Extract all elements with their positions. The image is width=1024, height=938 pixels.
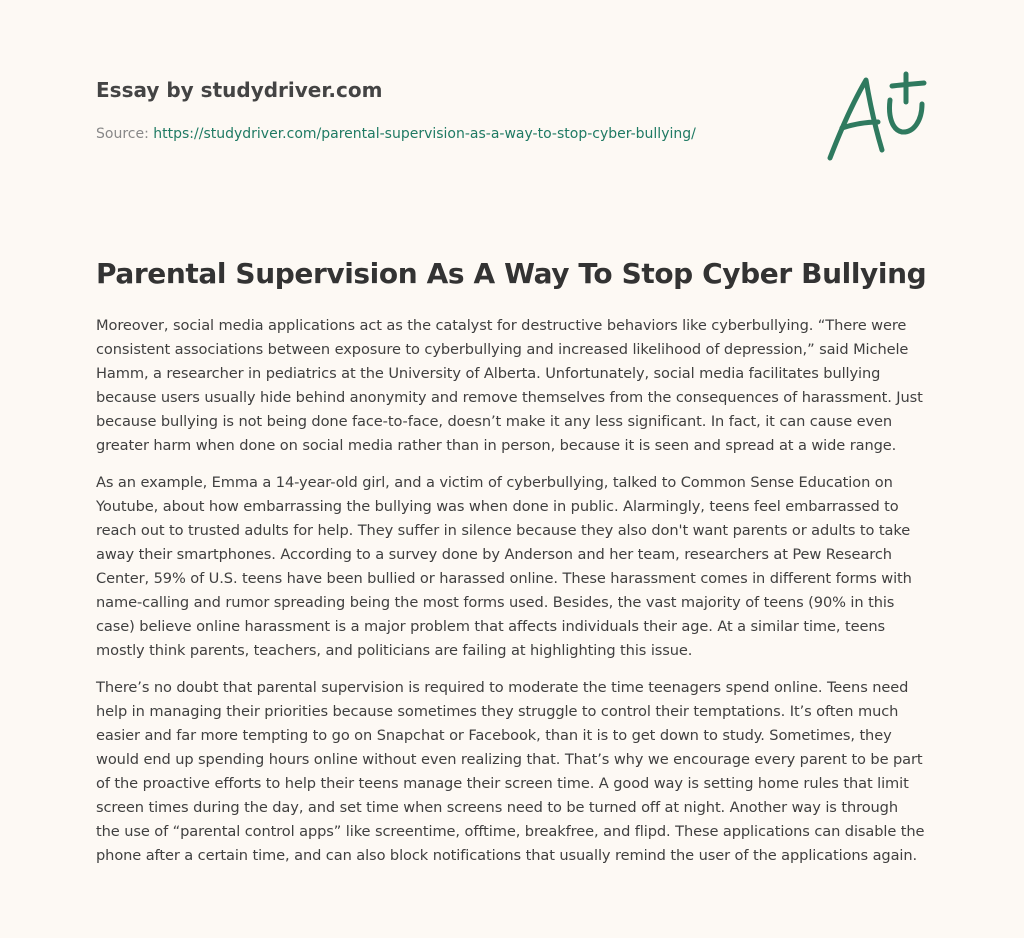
source-label: Source: [96, 126, 149, 142]
essay-paragraph: As an example, Emma a 14-year-old girl, and a victim of cyberbullying, talked to Common Sense Education on Youtube, about how embarrassing the bullying was when done in public. Alarmingly, teens feel embarrassed to reach out to trusted adults for help. They suffer in silence because they also don't want parents or adults to take away their smartphones. According to a survey done by Anderson and her team, researchers at Pew Research Center, 59% of U.S. teens have been bullied or harassed online. These harassment comes in different forms with name-calling and rumor spreading being the most forms used. Besides, the vast majority of teens (90% in this case) believe online harassment is a major problem that affects individuals their age. At a similar time, teens mostly think parents, teachers, and politicians are failing at highlighting this issue. [96, 474, 912, 659]
essay-header [96, 76, 796, 144]
a-plus-logo-icon [822, 66, 932, 166]
essay-title: Parental Supervision As A Way To Stop Cyber Bullying [96, 257, 927, 290]
essay-paragraph: There’s no doubt that parental supervision is required to moderate the time teenagers spend online. Teens need help in managing their priorities because sometimes they struggle to control their temptations. It’s often much easier and far more tempting to go on Snapchat or Facebook, than it is to get down to study. Sometimes, they would end up spending hours online without even realizing that. That’s why we encourage every parent to be part of the proactive efforts to help their teens manage their screen time. A good way is setting home rules that limit screen times during the day, and set time when screens need to be turned off at night. Another way is through the use of “parental control apps” like screentime, offtime, breakfree, and flipd. These applications can disable the phone after a certain time, and can also block notifications that usually remind the user of the applications again. [96, 679, 925, 864]
source-link[interactable]: https://studydriver.com/parental-supervision-as-a-way-to-stop-cyber-bullying/ [153, 126, 696, 142]
a-plus-logo-svg [822, 66, 932, 166]
essay-paragraph: Moreover, social media applications act as the catalyst for destructive behaviors like cyberbullying. “There were consistent associations between exposure to cyberbullying and increased likelihood of depression,” said Michele Hamm, a researcher in pediatrics at the University of Alberta. Unfortunately, social media facilitates bullying because users usually hide behind anonymity and remove themselves from the consequences of harassment. Just because bullying is not being done face-to-face, doesn’t make it any less significant. In fact, it can cause even greater harm when done on social media rather than in person, because it is seen and spread at a wide range. [96, 317, 923, 454]
source-line [96, 124, 796, 144]
essay-body [96, 314, 926, 881]
essay-by-heading: Essay by studydriver.com [96, 78, 383, 102]
